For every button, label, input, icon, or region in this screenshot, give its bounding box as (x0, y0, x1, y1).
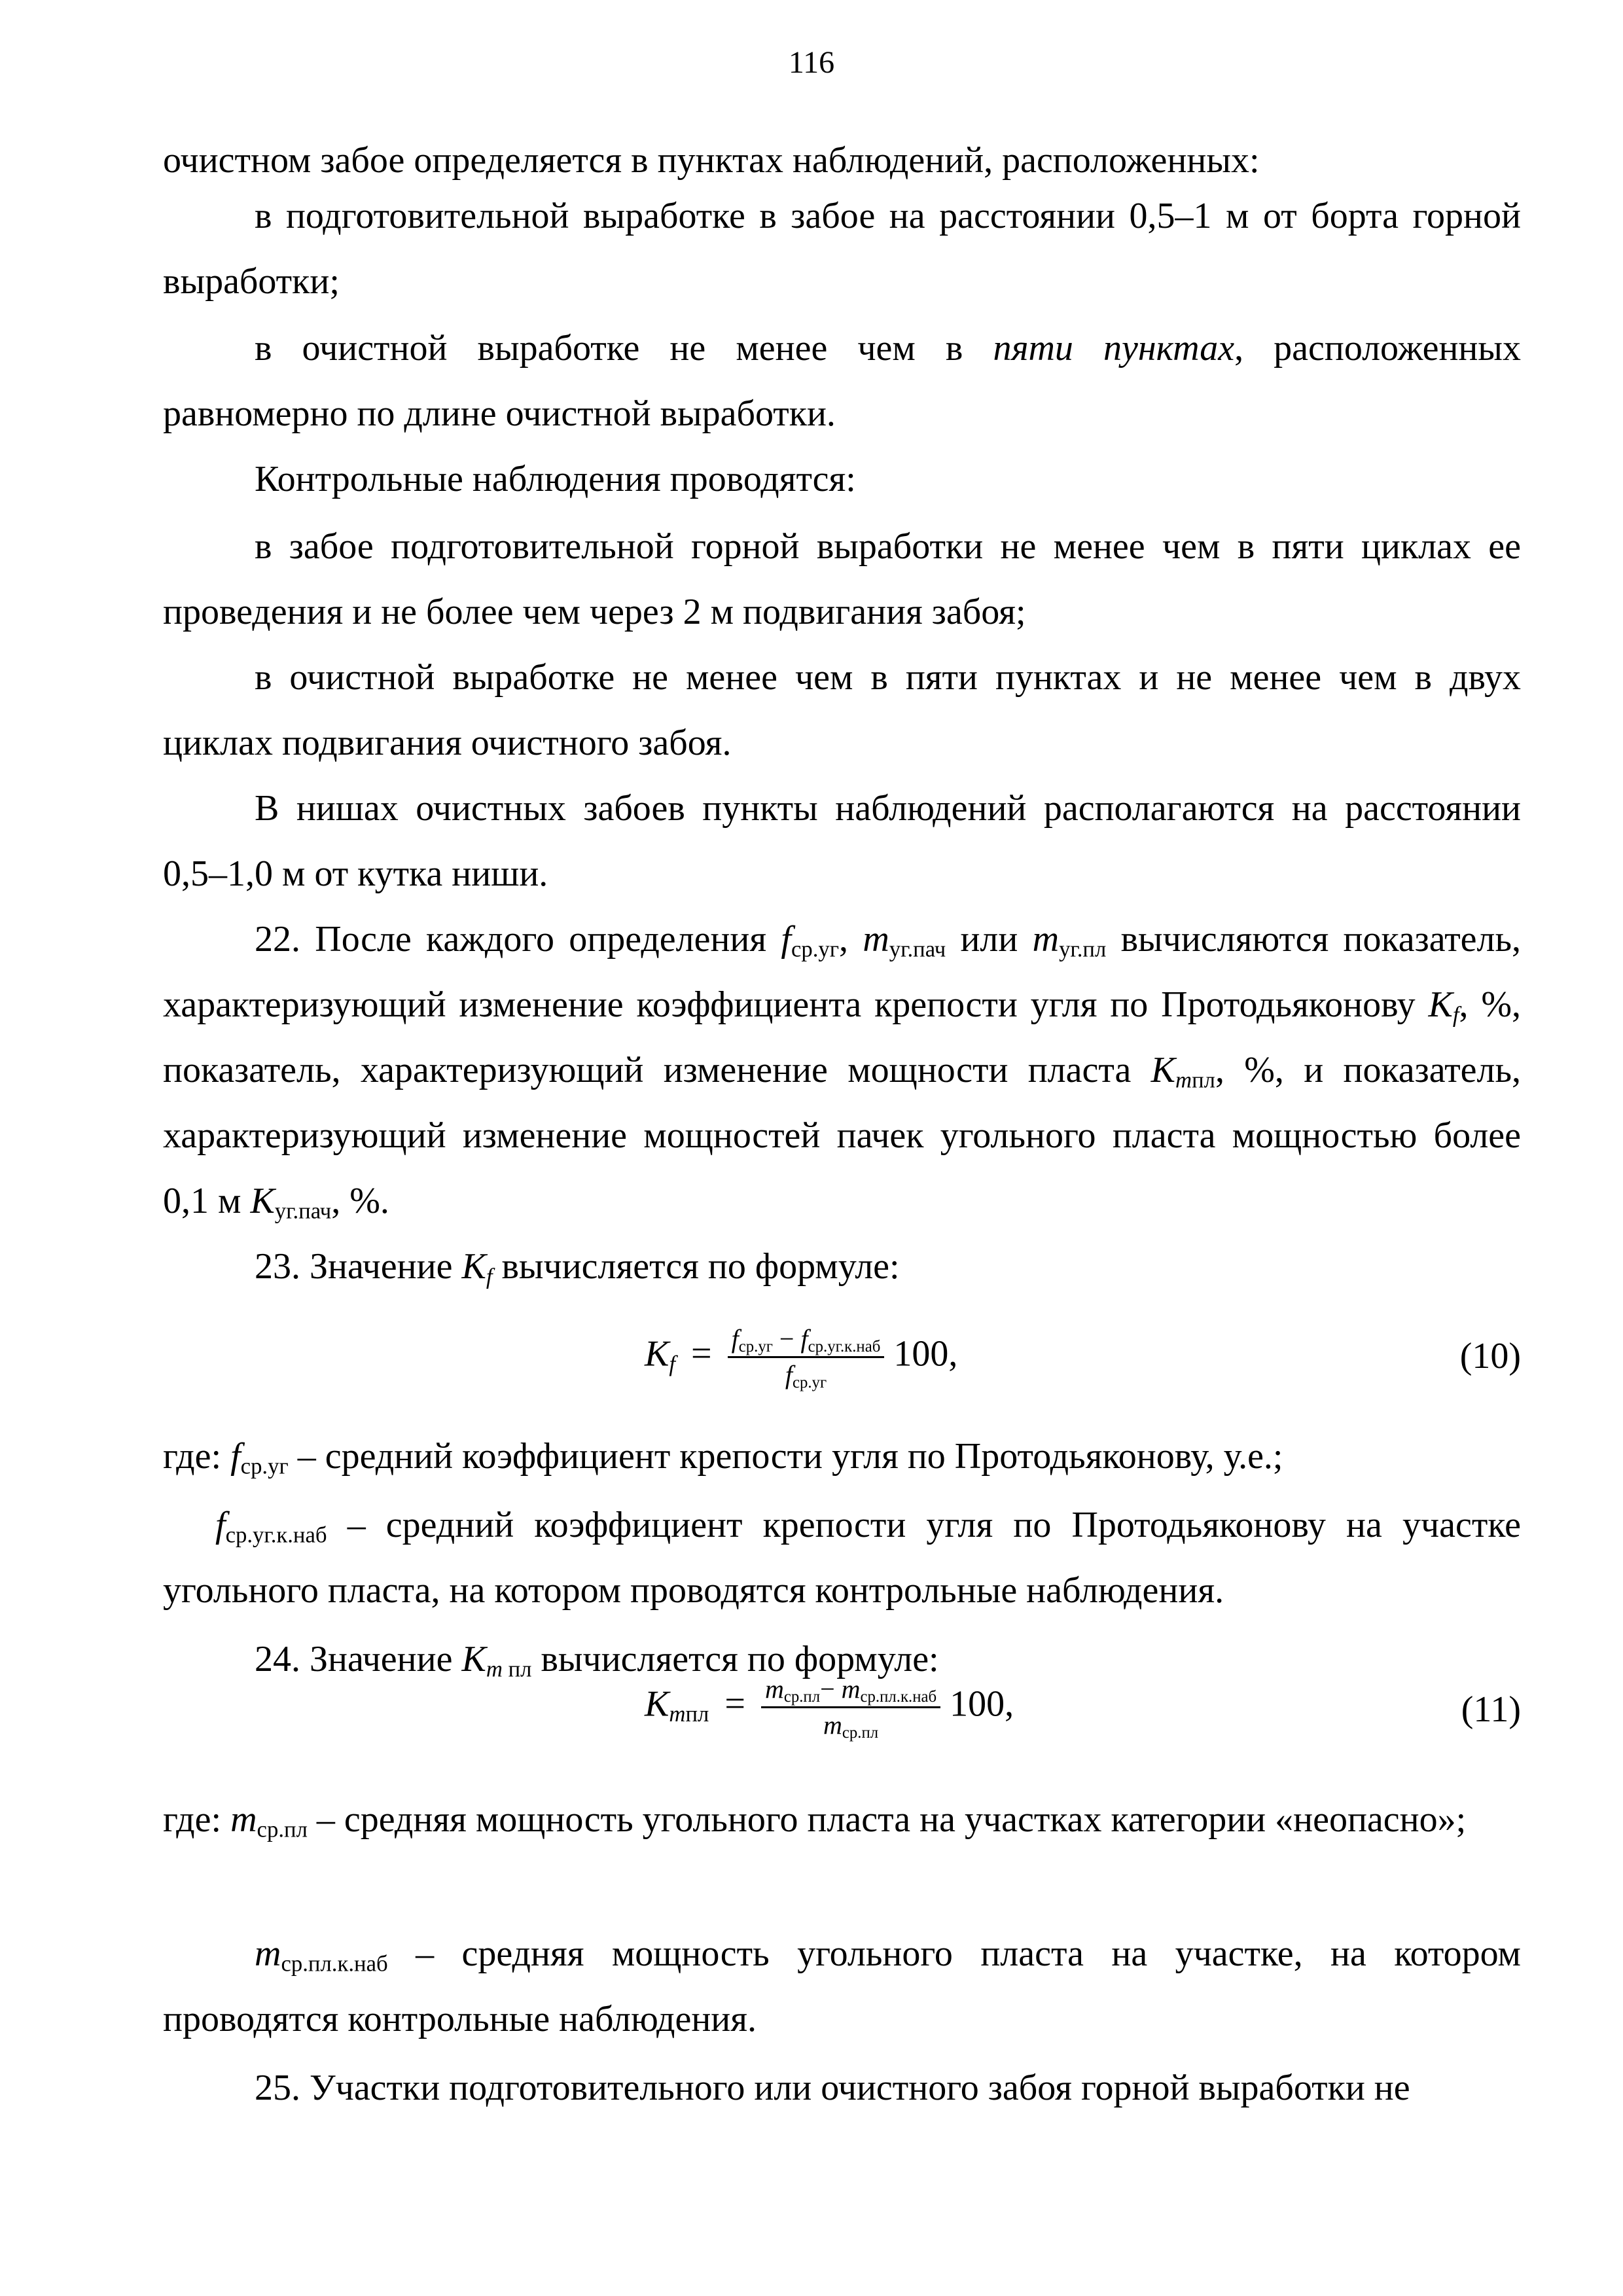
symbol-f-sr-ug-k-nab: $f_{ср.уг.к.наб}$ (215, 1505, 327, 1548)
symbol-m-ug-pl: $m_{уг.пл}$ (1032, 919, 1107, 962)
formula-10-numerator: $f_{ср.уг} - f_{ср.уг.к.наб}$ (728, 1322, 885, 1358)
symbol-m-sr-pl: $m_{ср.пл}$ (230, 1799, 308, 1842)
paragraph-continuation: очистном забое определяется в пунктах наблюдений, расположенных: (163, 140, 1260, 181)
paragraph-stope-points: в очистной выработке не менее чем в пяти пунктах, расположенных равномерно по длине очистной выработки. (163, 328, 1522, 434)
symbol-K-f: $K_f$ (1428, 984, 1459, 1028)
formula-11-denominator: $m_{ср.пл}$ (823, 1710, 879, 1742)
page-number: 116 (788, 45, 835, 80)
paragraph-stope-cycles: в очистной выработке не менее чем в пяти пунктах и не менее чем в двух циклах подвигания очистного забоя. (163, 657, 1521, 763)
equation-number-10: (10) (1459, 1336, 1521, 1376)
paragraph-23: 23. Значение $K_f$ вычисляется по формуле: (255, 1246, 900, 1289)
symbol-m-ug-pach: $m_{уг.пач}$ (863, 919, 946, 962)
paragraph-preparatory-cycles: в забое подготовительной горной выработки не менее чем в пяти циклах ее проведения и не более чем через 2 м подвигания забоя; (163, 526, 1521, 632)
paragraph-control-observations: Контрольные наблюдения проводятся: (255, 459, 856, 499)
paragraph-24: 24. Значение $K_{m пл}$ вычисляется по формуле: (255, 1639, 939, 1682)
formula-10-fraction (728, 1322, 885, 1392)
paragraph-25: 25. Участки подготовительного или очистного забоя горной выработки не (255, 2068, 1410, 2108)
paragraph-f-control: $f_{ср.уг.к.наб}$ – средний коэффициент крепости угля по Протодьяконову на участке угольного пласта, на котором проводятся контрольные наблюдения. (163, 1505, 1521, 1611)
symbol-m-sr-pl-k-nab: $m_{ср.пл.к.наб}$ (255, 1933, 388, 1977)
symbol-K-ug-pach: $K_{уг.пач}$ (250, 1181, 332, 1224)
formula-11: $K_{mпл}$ = $\frac{m_{ср.пл}- m_{ср.пл.к.наб}}{m_{ср.пл}}$ 100, (645, 1672, 1014, 1742)
formula-11-fraction (761, 1672, 940, 1742)
equation-number-11: (11) (1461, 1689, 1521, 1730)
symbol-K-m-pl: $K_{m пл}$ (461, 1639, 532, 1682)
formula-11-numerator: $m_{ср.пл}- m_{ср.пл.к.наб}$ (761, 1672, 940, 1708)
paragraph-where-m: где: $m_{ср.пл}$ – средняя мощность угольного пласта на участках категории «неопасно»; (163, 1799, 1467, 1842)
symbol-K-f: $K_f$ (461, 1246, 493, 1289)
paragraph-22: 22. После каждого определения $f_{ср.уг}$, $m_{уг.пач}$ или $m_{уг.пл}$ вычисляются показатель, характеризующий изменение коэффициента крепости угля по Протодьяконову $K_f$, %, показатель, характеризующий изменение мощности пласта $K_{mпл}$, %, и показатель, характеризующий изменение мощностей пачек угольного пласта мощностью более 0,1 м $K_{уг.пач}$, %. (163, 919, 1522, 1224)
paragraph-m-control: $m_{ср.пл.к.наб}$ – средняя мощность угольного пласта на участке, на котором проводятся контрольные наблюдения. (163, 1933, 1521, 2039)
paragraph-niches: В нишах очистных забоев пункты наблюдений располагаются на расстоянии 0,5–1,0 м от кутка ниши. (163, 788, 1521, 894)
formula-10: $K_f$ = $\frac{f_{ср.уг} - f_{ср.уг.к.наб}}{f_{ср.уг}}$ 100, (645, 1322, 957, 1392)
symbol-f-sr-ug: $f_{ср.уг}$ (781, 919, 840, 962)
paragraph-where-f: где: $f_{ср.уг}$ – средний коэффициент крепости угля по Протодьяконову, у.е.; (163, 1436, 1283, 1479)
paragraph-preparatory-face: в подготовительной выработке в забое на расстоянии 0,5–1 м от борта горной выработки; (163, 196, 1521, 302)
symbol-K-mpl: $K_{mпл}$ (1150, 1050, 1215, 1093)
emphasis-five-points: пяти пунктах (993, 328, 1235, 368)
symbol-f-sr-ug: $f_{ср.уг}$ (230, 1436, 289, 1479)
formula-10-denominator: $f_{ср.уг}$ (785, 1360, 827, 1392)
